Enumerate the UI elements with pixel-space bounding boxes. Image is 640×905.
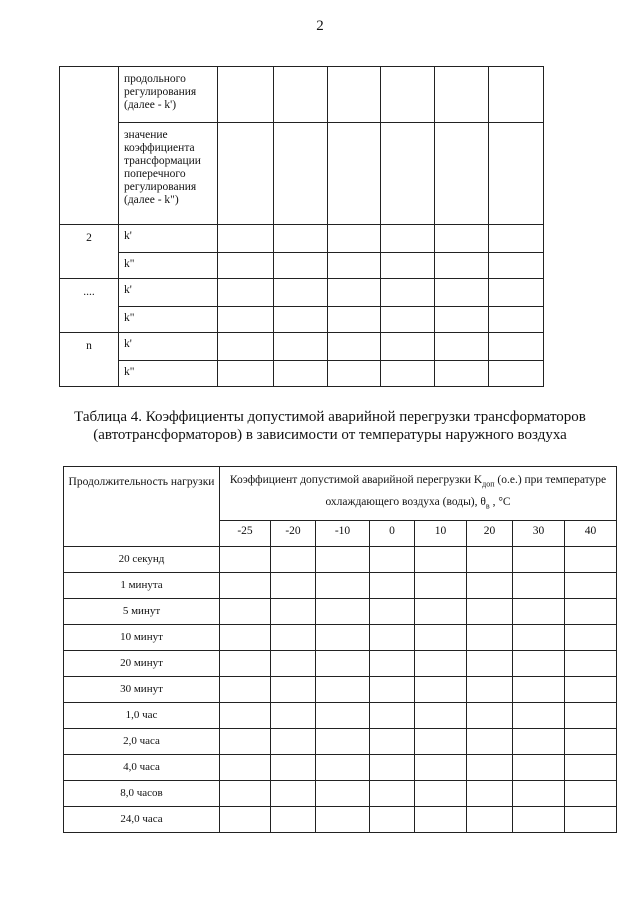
coefficient-cell bbox=[415, 676, 467, 702]
empty-cell bbox=[218, 333, 274, 361]
empty-cell bbox=[435, 333, 489, 361]
coefficient-cell bbox=[467, 780, 513, 806]
empty-cell bbox=[489, 67, 544, 123]
coefficient-cell bbox=[220, 780, 271, 806]
empty-cell bbox=[274, 253, 328, 279]
coefficient-cell bbox=[467, 598, 513, 624]
empty-cell bbox=[328, 279, 381, 307]
coefficient-cell bbox=[271, 806, 316, 832]
table-row bbox=[60, 279, 544, 307]
empty-cell bbox=[489, 225, 544, 253]
coefficient-header: Коэффициент допустимой аварийной перегрузки $K_{доп}$ (о.е.) при температуре охлаждающего воздуха (воды), $\theta_в$ , °С bbox=[220, 467, 617, 521]
coefficient-cell bbox=[316, 650, 370, 676]
empty-cell bbox=[218, 279, 274, 307]
coefficient-cell bbox=[271, 676, 316, 702]
coefficient-cell bbox=[467, 546, 513, 572]
empty-cell bbox=[274, 279, 328, 307]
coefficient-cell bbox=[513, 676, 565, 702]
table-row bbox=[64, 546, 617, 572]
coefficient-cell bbox=[370, 728, 415, 754]
coefficient-cell bbox=[513, 780, 565, 806]
duration-label: 1,0 час bbox=[64, 702, 220, 728]
coefficient-cell bbox=[415, 546, 467, 572]
coefficient-cell bbox=[370, 598, 415, 624]
empty-cell bbox=[274, 361, 328, 387]
empty-cell bbox=[435, 123, 489, 225]
empty-cell bbox=[381, 361, 435, 387]
k-transverse-label: k" bbox=[119, 253, 218, 279]
coefficient-cell bbox=[467, 676, 513, 702]
empty-cell bbox=[381, 225, 435, 253]
coefficient-cell bbox=[415, 598, 467, 624]
empty-cell bbox=[381, 67, 435, 123]
coefficient-cell bbox=[565, 676, 617, 702]
temperature-header: 20 bbox=[467, 520, 513, 546]
coefficient-cell bbox=[513, 754, 565, 780]
coefficient-cell bbox=[220, 598, 271, 624]
coefficient-cell bbox=[220, 650, 271, 676]
coefficient-cell bbox=[565, 624, 617, 650]
row-description: продольного регулирования (далее - k') bbox=[119, 67, 218, 123]
empty-cell bbox=[381, 333, 435, 361]
coefficient-cell bbox=[513, 624, 565, 650]
empty-cell bbox=[274, 333, 328, 361]
coefficient-cell bbox=[316, 598, 370, 624]
duration-label: 20 минут bbox=[64, 650, 220, 676]
empty-cell bbox=[218, 253, 274, 279]
table-row bbox=[64, 650, 617, 676]
coefficient-cell bbox=[467, 806, 513, 832]
table-row bbox=[60, 361, 544, 387]
temperature-header: 10 bbox=[415, 520, 467, 546]
empty-cell bbox=[435, 307, 489, 333]
coefficient-cell bbox=[316, 572, 370, 598]
coefficient-cell bbox=[565, 650, 617, 676]
table-row bbox=[64, 702, 617, 728]
row-description: значение коэффициента трансформации поперечного регулирования (далее - k") bbox=[119, 123, 218, 225]
coefficient-cell bbox=[316, 806, 370, 832]
duration-label: 10 минут bbox=[64, 624, 220, 650]
coefficient-cell bbox=[370, 572, 415, 598]
coefficient-cell bbox=[513, 598, 565, 624]
k-transverse-label: k" bbox=[119, 307, 218, 333]
coefficient-cell bbox=[513, 546, 565, 572]
empty-cell bbox=[489, 333, 544, 361]
empty-cell bbox=[218, 361, 274, 387]
coefficient-cell bbox=[220, 754, 271, 780]
duration-label: 5 минут bbox=[64, 598, 220, 624]
table-row bbox=[60, 225, 544, 253]
empty-cell bbox=[489, 253, 544, 279]
coefficient-cell bbox=[370, 702, 415, 728]
k-longitudinal-label: k' bbox=[119, 333, 218, 361]
empty-cell bbox=[435, 361, 489, 387]
empty-cell bbox=[274, 67, 328, 123]
coefficient-cell bbox=[220, 728, 271, 754]
empty-cell bbox=[218, 307, 274, 333]
empty-cell bbox=[274, 225, 328, 253]
coefficient-cell bbox=[415, 702, 467, 728]
coefficient-cell bbox=[565, 702, 617, 728]
duration-label: 20 секунд bbox=[64, 546, 220, 572]
coefficient-cell bbox=[415, 728, 467, 754]
empty-cell bbox=[435, 225, 489, 253]
coefficient-cell bbox=[370, 676, 415, 702]
empty-cell bbox=[435, 67, 489, 123]
caption-line-1: Таблица 4. Коэффициенты допустимой аварийной перегрузки трансформаторов bbox=[74, 409, 586, 425]
table-row bbox=[64, 754, 617, 780]
table-4 bbox=[63, 466, 617, 833]
temperature-header: 0 bbox=[370, 520, 415, 546]
empty-cell bbox=[218, 67, 274, 123]
empty-cell bbox=[435, 253, 489, 279]
coefficient-cell bbox=[415, 806, 467, 832]
coefficient-cell bbox=[565, 780, 617, 806]
coefficient-cell bbox=[513, 728, 565, 754]
empty-num-cell bbox=[60, 67, 119, 225]
coefficient-cell bbox=[565, 572, 617, 598]
coefficient-cell bbox=[220, 702, 271, 728]
temperature-header: -25 bbox=[220, 520, 271, 546]
empty-cell bbox=[328, 253, 381, 279]
empty-cell bbox=[218, 123, 274, 225]
table-row bbox=[64, 806, 617, 832]
coefficient-cell bbox=[271, 624, 316, 650]
table-row bbox=[60, 307, 544, 333]
coefficient-cell bbox=[565, 546, 617, 572]
coefficient-cell bbox=[467, 728, 513, 754]
table-row bbox=[60, 333, 544, 361]
table-row bbox=[60, 253, 544, 279]
coefficient-cell bbox=[467, 650, 513, 676]
coefficient-cell bbox=[271, 702, 316, 728]
empty-cell bbox=[274, 123, 328, 225]
duration-label: 24,0 часа bbox=[64, 806, 220, 832]
empty-cell bbox=[381, 279, 435, 307]
table-4-caption bbox=[40, 408, 620, 444]
empty-cell bbox=[218, 225, 274, 253]
coefficient-cell bbox=[271, 572, 316, 598]
empty-cell bbox=[328, 361, 381, 387]
caption-line-2: (автотрансформаторов) в зависимости от температуры наружного воздуха bbox=[93, 427, 567, 443]
coefficient-cell bbox=[316, 780, 370, 806]
table-3-continuation bbox=[59, 66, 544, 387]
coefficient-cell bbox=[415, 780, 467, 806]
coefficient-cell bbox=[220, 624, 271, 650]
coefficient-cell bbox=[316, 546, 370, 572]
coefficient-cell bbox=[316, 702, 370, 728]
temperature-header: -10 bbox=[316, 520, 370, 546]
coefficient-cell bbox=[513, 702, 565, 728]
coefficient-cell bbox=[271, 780, 316, 806]
coefficient-cell bbox=[415, 754, 467, 780]
coefficient-cell bbox=[316, 754, 370, 780]
table-row bbox=[60, 123, 544, 225]
coefficient-cell bbox=[565, 806, 617, 832]
coefficient-cell bbox=[316, 676, 370, 702]
duration-label: 1 минута bbox=[64, 572, 220, 598]
coefficient-cell bbox=[467, 572, 513, 598]
coefficient-cell bbox=[271, 650, 316, 676]
coefficient-cell bbox=[220, 676, 271, 702]
row-number: n bbox=[60, 333, 119, 387]
k-transverse-label: k" bbox=[119, 361, 218, 387]
empty-cell bbox=[489, 123, 544, 225]
coefficient-cell bbox=[316, 624, 370, 650]
empty-cell bbox=[381, 253, 435, 279]
table-row bbox=[64, 598, 617, 624]
empty-cell bbox=[328, 225, 381, 253]
coefficient-cell bbox=[370, 546, 415, 572]
k-longitudinal-label: k' bbox=[119, 225, 218, 253]
duration-label: 4,0 часа bbox=[64, 754, 220, 780]
table-row bbox=[64, 572, 617, 598]
coefficient-cell bbox=[220, 572, 271, 598]
empty-cell bbox=[489, 361, 544, 387]
empty-cell bbox=[274, 307, 328, 333]
coefficient-cell bbox=[271, 598, 316, 624]
empty-cell bbox=[381, 307, 435, 333]
coefficient-cell bbox=[415, 624, 467, 650]
empty-cell bbox=[435, 279, 489, 307]
coefficient-cell bbox=[565, 598, 617, 624]
temperature-header: 40 bbox=[565, 520, 617, 546]
coefficient-cell bbox=[513, 572, 565, 598]
coefficient-cell bbox=[220, 546, 271, 572]
coefficient-cell bbox=[370, 650, 415, 676]
table-row bbox=[60, 67, 544, 123]
row-number: 2 bbox=[60, 225, 119, 279]
coefficient-cell bbox=[565, 754, 617, 780]
coefficient-cell bbox=[271, 546, 316, 572]
coefficient-cell bbox=[467, 702, 513, 728]
page-number: 2 bbox=[316, 18, 324, 34]
empty-cell bbox=[328, 67, 381, 123]
table-row bbox=[64, 624, 617, 650]
coefficient-cell bbox=[415, 650, 467, 676]
coefficient-cell bbox=[565, 728, 617, 754]
coefficient-cell bbox=[467, 754, 513, 780]
duration-label: 2,0 часа bbox=[64, 728, 220, 754]
coefficient-cell bbox=[513, 650, 565, 676]
empty-cell bbox=[328, 307, 381, 333]
coefficient-cell bbox=[271, 728, 316, 754]
empty-cell bbox=[381, 123, 435, 225]
empty-cell bbox=[489, 279, 544, 307]
duration-label: 30 минут bbox=[64, 676, 220, 702]
coefficient-cell bbox=[467, 624, 513, 650]
coefficient-cell bbox=[513, 806, 565, 832]
empty-cell bbox=[489, 307, 544, 333]
coefficient-cell bbox=[415, 572, 467, 598]
empty-cell bbox=[328, 333, 381, 361]
duration-label: 8,0 часов bbox=[64, 780, 220, 806]
temperature-header: -20 bbox=[271, 520, 316, 546]
table-row bbox=[64, 676, 617, 702]
coefficient-cell bbox=[370, 624, 415, 650]
coefficient-cell bbox=[370, 780, 415, 806]
coefficient-cell bbox=[271, 754, 316, 780]
duration-header: Продолжительность нагрузки bbox=[64, 467, 220, 547]
coefficient-cell bbox=[316, 728, 370, 754]
temperature-header: 30 bbox=[513, 520, 565, 546]
coefficient-cell bbox=[220, 806, 271, 832]
coefficient-cell bbox=[370, 806, 415, 832]
row-number: .... bbox=[60, 279, 119, 333]
coefficient-cell bbox=[370, 754, 415, 780]
empty-cell bbox=[328, 123, 381, 225]
k-longitudinal-label: k' bbox=[119, 279, 218, 307]
table-row bbox=[64, 780, 617, 806]
table-row bbox=[64, 728, 617, 754]
